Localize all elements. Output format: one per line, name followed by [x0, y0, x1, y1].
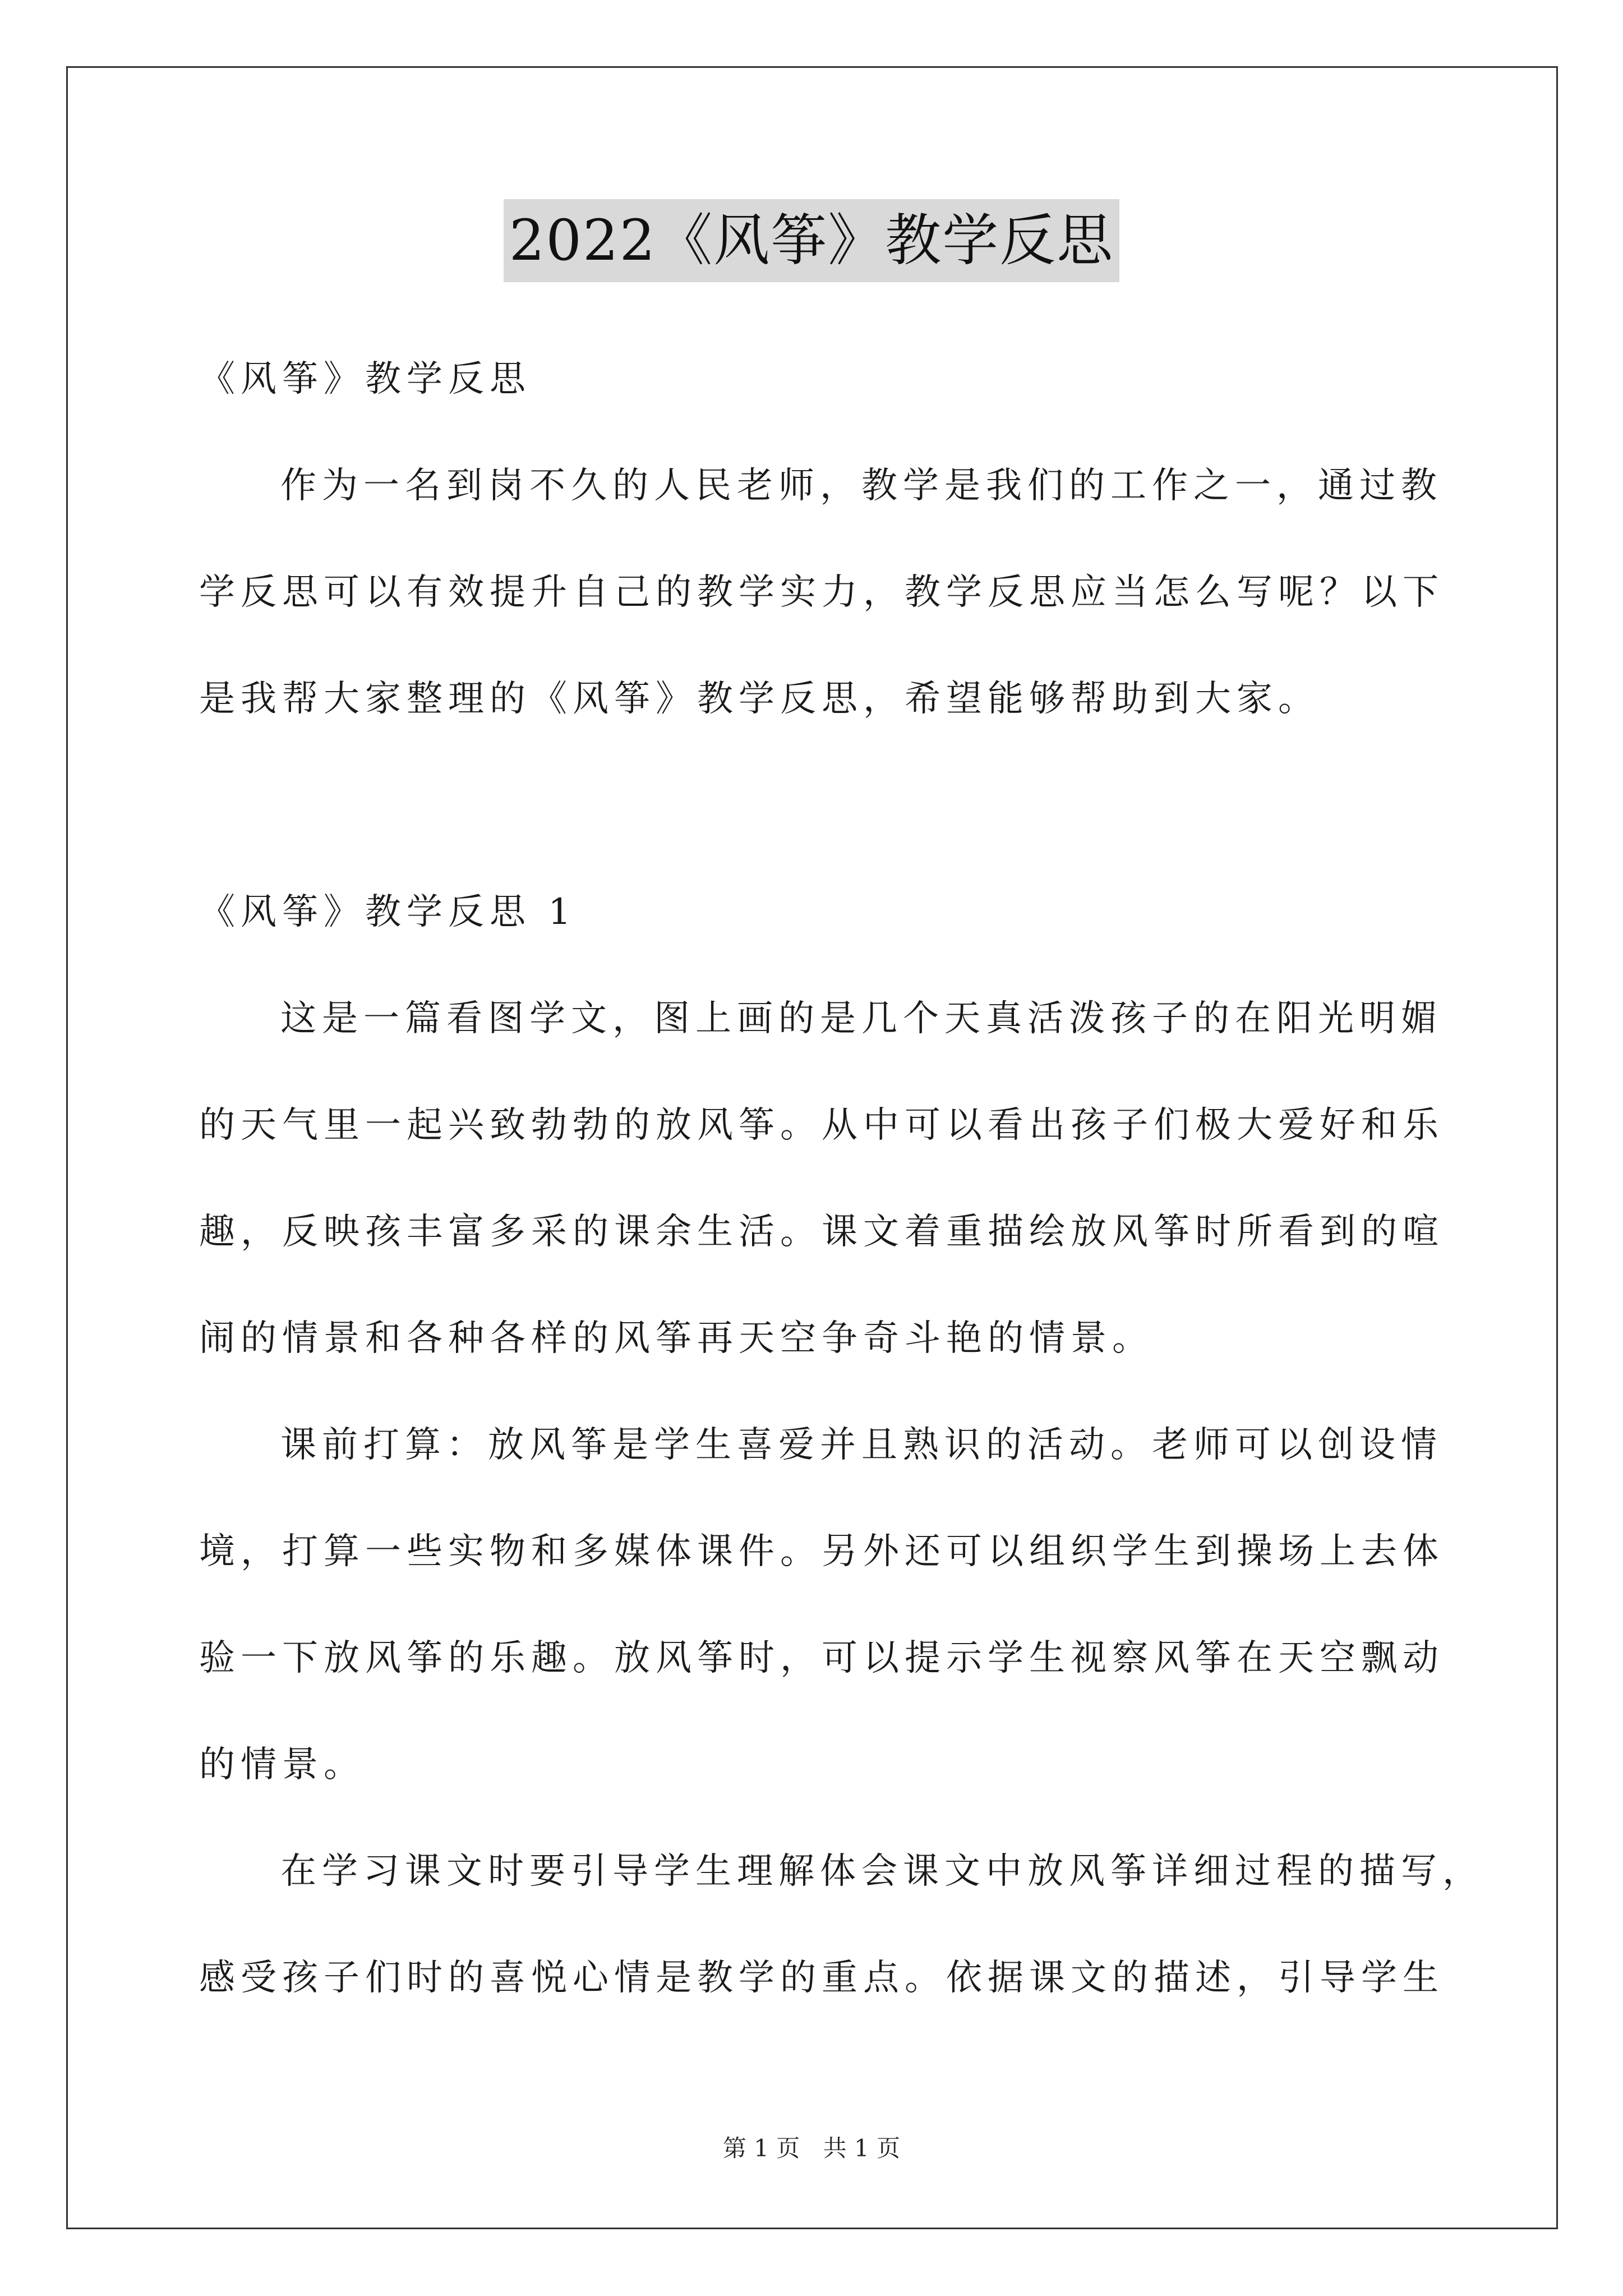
paragraph-line: 趣，反映孩丰富多采的课余生活。课文着重描绘放风筝时所看到的喧	[199, 1211, 1444, 1253]
page-number: 第 1 页	[722, 2134, 800, 2162]
paragraph-line: 课前打算：放风筝是学生喜爱并且熟识的活动。老师可以创设情	[280, 1424, 1442, 1466]
document-title: 2022《风筝》教学反思	[504, 199, 1120, 282]
page-footer	[0, 2134, 1623, 2162]
intro-line: 作为一名到岗不久的人民老师，教学是我们的工作之一，通过教	[280, 465, 1442, 507]
paragraph-line: 的天气里一起兴致勃勃的放风筝。从中可以看出孩子们极大爱好和乐	[199, 1105, 1444, 1146]
intro-line: 是我帮大家整理的《风筝》教学反思，希望能够帮助到大家。	[199, 678, 1320, 720]
section-heading: 《风筝》教学反思 1	[199, 891, 577, 933]
intro-line: 学反思可以有效提升自己的教学实力，教学反思应当怎么写呢？以下	[199, 572, 1444, 613]
subtitle: 《风筝》教学反思	[199, 358, 531, 400]
page-total: 共 1 页	[823, 2134, 901, 2162]
paragraph-line: 的情景。	[199, 1744, 365, 1786]
paragraph-line: 验一下放风筝的乐趣。放风筝时，可以提示学生视察风筝在天空飘动	[199, 1637, 1444, 1679]
paragraph-line: 闹的情景和各种各样的风筝再天空争奇斗艳的情景。	[199, 1318, 1154, 1359]
paragraph-line: 感受孩子们时的喜悦心情是教学的重点。依据课文的描述，引导学生	[199, 1957, 1444, 1999]
title-container	[0, 199, 1623, 282]
paragraph-line: 在学习课文时要引导学生理解体会课文中放风筝详细过程的描写，	[280, 1851, 1484, 1892]
paragraph-line: 这是一篇看图学文，图上画的是几个天真活泼孩子的在阳光明媚	[280, 998, 1442, 1039]
paragraph-line: 境，打算一些实物和多媒体课件。另外还可以组织学生到操场上去体	[199, 1531, 1444, 1572]
